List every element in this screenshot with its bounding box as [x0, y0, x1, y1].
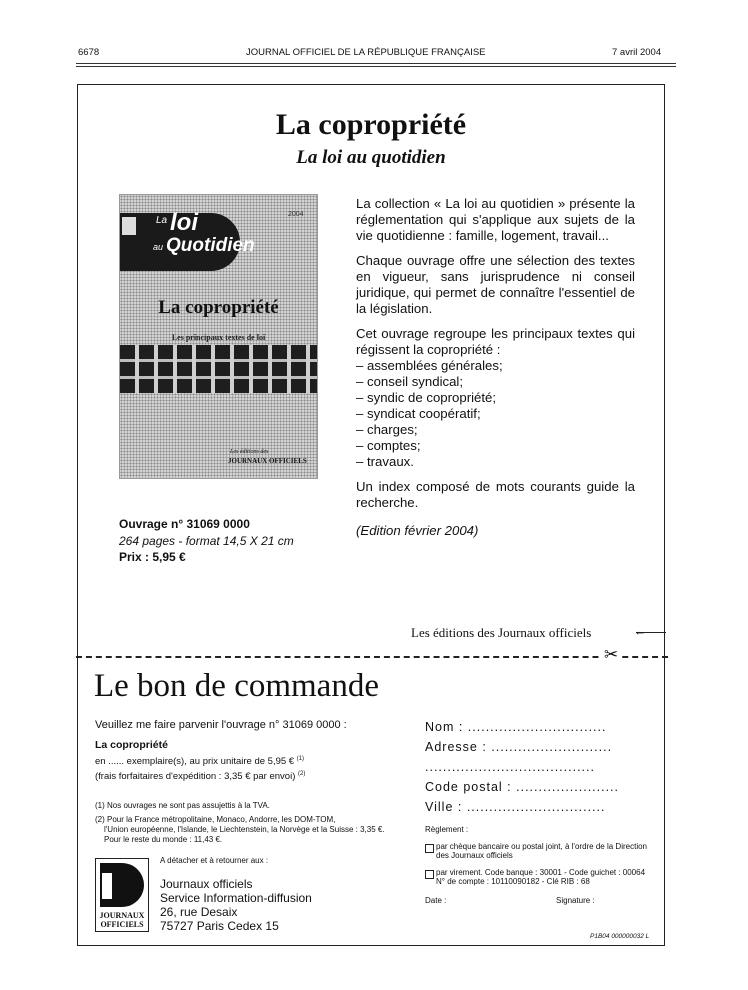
order-shipping: [95, 771, 305, 782]
desc-paragraph: Cet ouvrage regroupe les principaux textes qui régissent la copropriété :: [356, 326, 635, 357]
list-item: – syndic de copropriété;: [356, 390, 635, 406]
detach-note: A détacher et à retourner aux :: [160, 856, 269, 865]
field-code-postal[interactable]: Code postal : .......................: [425, 780, 620, 794]
footnote-1: (1) Nos ouvrages ne sont pas assujettis à la TVA.: [95, 801, 270, 810]
order-quantity: [95, 756, 304, 767]
arrow-left-icon: ←: [634, 624, 646, 638]
scissors-icon: ✂: [604, 645, 619, 664]
cover-collection-au: au: [153, 242, 164, 252]
payment-cheque-line1: par chèque bancaire ou postal joint, à l'ordre de la Direction: [436, 842, 647, 851]
payment-virement-line2: N° de compte : 10110090182 - Clé RIB : 68: [436, 877, 590, 886]
logo-notch: [102, 873, 112, 899]
footnote-2-line1: (2) Pour la France métropolitaine, Monaco, Andorre, les DOM-TOM,: [95, 815, 336, 824]
topics-list: [356, 358, 635, 470]
footnote-ref: (2): [298, 771, 306, 777]
payment-cheque-checkbox[interactable]: [425, 844, 434, 853]
list-item: – assemblées générales;: [356, 358, 635, 374]
cover-book-subtitle: Les principaux textes de loi: [171, 333, 266, 342]
cover-year: 2004: [288, 211, 304, 218]
signature-label: Signature :: [556, 896, 595, 905]
header-rule-2: [76, 66, 676, 67]
order-title: Le bon de commande: [94, 668, 379, 704]
cut-line: [76, 656, 668, 658]
field-adresse-line2[interactable]: ......................................: [425, 760, 595, 774]
order-quantity-text: en ...... exemplaire(s), au prix unitaire de 5,95 €: [95, 756, 295, 768]
date-label: Date :: [425, 896, 447, 905]
description: [356, 196, 635, 548]
cover-collection-loi: loi: [170, 209, 198, 236]
return-address: [160, 877, 312, 933]
address-line: Service Information-diffusion: [160, 891, 312, 905]
logo-text-line1: JOURNAUX: [99, 911, 145, 920]
edition-note: (Edition février 2004): [356, 523, 479, 538]
ad-title: La copropriété: [275, 108, 467, 141]
reglement-label: Règlement :: [425, 825, 469, 834]
field-nom[interactable]: Nom : ...............................: [425, 720, 607, 734]
issue-date: 7 avril 2004: [612, 47, 662, 58]
field-ville[interactable]: Ville : ...............................: [425, 800, 606, 814]
address-line: Journaux officiels: [160, 877, 253, 891]
header-rule: [76, 63, 676, 64]
reference-code: P1B04 000000032 L: [590, 933, 650, 940]
index-note: Un index composé de mots courants guide la recherche.: [356, 479, 635, 510]
footnote-ref: (1): [296, 756, 305, 762]
desc-paragraph: La collection « La loi au quotidien » présente la réglementation qui s'applique aux sujets de la vie quotidienne : famille, logement, travail...: [356, 196, 635, 243]
journaux-officiels-logo: [95, 858, 149, 932]
journal-title: JOURNAL OFFICIEL DE LA RÉPUBLIQUE FRANÇAISE: [246, 47, 486, 58]
price: Prix : 5,95 €: [119, 550, 186, 564]
cover-collection-quotidien: Quotidien: [166, 235, 255, 256]
ad-subtitle: La loi au quotidien: [296, 147, 446, 168]
payment-cheque-line2: des Journaux officiels: [436, 851, 513, 860]
payment-virement-checkbox[interactable]: [425, 870, 434, 879]
cover-building-photo: [120, 345, 317, 393]
order-book: La copropriété: [95, 739, 168, 751]
order-shipping-text: (frais forfaitaires d'expédition : 3,35 € par envoi): [95, 771, 296, 783]
field-adresse[interactable]: Adresse : ...........................: [425, 740, 613, 754]
order-intro: Veuillez me faire parvenir l'ouvrage n° 31069 0000 :: [95, 719, 347, 731]
payment-virement-line1: par virement. Code banque : 30001 - Code guichet : 00064: [436, 868, 646, 877]
publisher-line: Les éditions des Journaux officiels: [411, 625, 592, 640]
list-item: – charges;: [356, 422, 635, 438]
address-line: 75727 Paris Cedex 15: [160, 919, 279, 933]
footnote-2-line2: l'Union européenne, l'Islande, le Liechtenstein, la Norvège et la Suisse : 3,35 €.: [104, 825, 385, 834]
footnote-2-line3: Pour le reste du monde : 11,43 €.: [104, 835, 223, 844]
list-item: – travaux.: [356, 454, 635, 470]
book-cover: [119, 194, 318, 479]
list-item: – comptes;: [356, 438, 635, 454]
logo-text-line2: OFFICIELS: [100, 920, 144, 929]
ouvrage-number: Ouvrage n° 31069 0000: [119, 517, 250, 531]
cover-publisher-line2: JOURNAUX OFFICIELS: [228, 457, 307, 465]
list-item: – conseil syndical;: [356, 374, 635, 390]
address-line: 26, rue Desaix: [160, 905, 238, 919]
pages-format: 264 pages - format 14,5 X 21 cm: [119, 534, 294, 548]
cover-book-title: La copropriété: [158, 297, 279, 318]
desc-paragraph: Chaque ouvrage offre une sélection des textes en vigueur, sans jurisprudence ni conseil juridique, qui permet de connaître l'essentiel de la législation.: [356, 253, 635, 316]
list-item: – syndicat coopératif;: [356, 406, 635, 422]
cover-jo-logo: [122, 217, 136, 235]
cover-publisher-line1: Les éditions des: [230, 449, 269, 455]
cover-collection-la: La: [156, 215, 168, 226]
page-number: 6678: [78, 47, 100, 58]
